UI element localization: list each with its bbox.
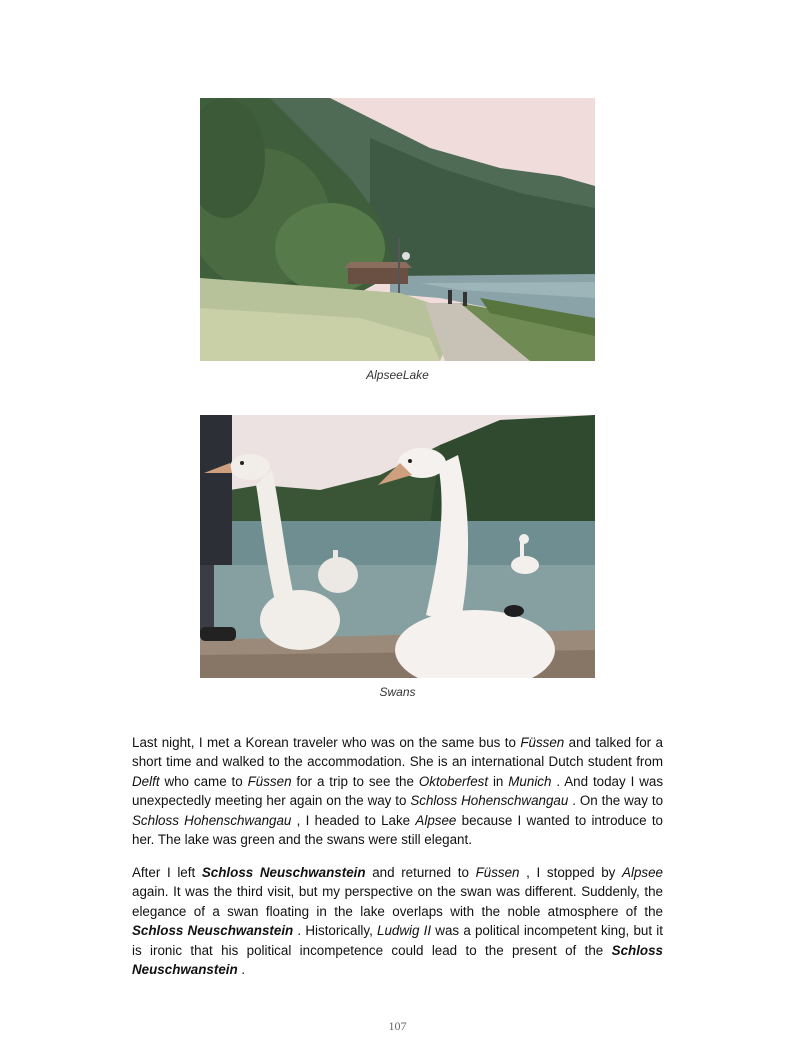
place-name: Füssen	[247, 773, 292, 789]
text-run: for a trip to see the	[291, 773, 419, 789]
text-run: and returned to	[365, 865, 476, 880]
text-run: who came to	[159, 773, 248, 789]
text-run: because I wanted to introduce to her. The lake was green and the swans were still elegant.	[132, 812, 663, 848]
place-name: Alpsee	[415, 812, 457, 828]
body-paragraph	[132, 733, 663, 849]
lake-photo	[200, 98, 595, 361]
body-paragraph	[132, 863, 663, 979]
place-name: Alpsee	[622, 865, 663, 880]
figure-caption-lake: AlpseeLake	[366, 368, 429, 382]
event-name: Oktoberfest	[418, 773, 489, 789]
text-run: After I left	[132, 865, 202, 880]
text-run: . Historically,	[293, 923, 378, 939]
place-name: Schloss Hohenschwangau	[132, 812, 292, 828]
landmark-name: Schloss Neuschwanstein	[132, 923, 294, 939]
text-run: . And today I was unexpectedly meeting her again on the way to	[132, 773, 664, 809]
place-name: Füssen	[475, 865, 520, 880]
text-run: in	[488, 773, 509, 789]
place-name: Munich	[508, 773, 552, 789]
text-run: and talked for a short time and walked to the accommodation. She is an international Dutch student from	[132, 735, 663, 770]
text-run: again. It was the third visit, but my perspective on the swan was different. Suddenly, the elegance of a swan floating in the lake overlaps with the noble atmosphere of the	[132, 884, 663, 919]
landmark-name: Schloss Neuschwanstein	[132, 942, 663, 978]
text-run: was a political incompetent king, but it is ironic that his political incompetence could lead to the present of the	[132, 923, 663, 958]
place-name: Füssen	[520, 735, 565, 750]
landmark-name: Schloss Neuschwanstein	[201, 865, 366, 880]
person-name: Ludwig II	[377, 923, 432, 939]
swans-photo	[200, 415, 595, 678]
place-name: Schloss Hohenschwangau	[410, 793, 569, 809]
text-run: , I headed to Lake	[291, 812, 416, 828]
place-name: Delft	[132, 773, 160, 789]
text-run: Last night, I met a Korean traveler who was on the same bus to	[132, 735, 521, 750]
page-number: 107	[388, 1019, 407, 1033]
text-run: . On the way to	[568, 793, 664, 809]
text-run: .	[237, 962, 246, 978]
text-run: , I stopped by	[519, 865, 623, 880]
figure-caption-swans: Swans	[379, 685, 416, 699]
